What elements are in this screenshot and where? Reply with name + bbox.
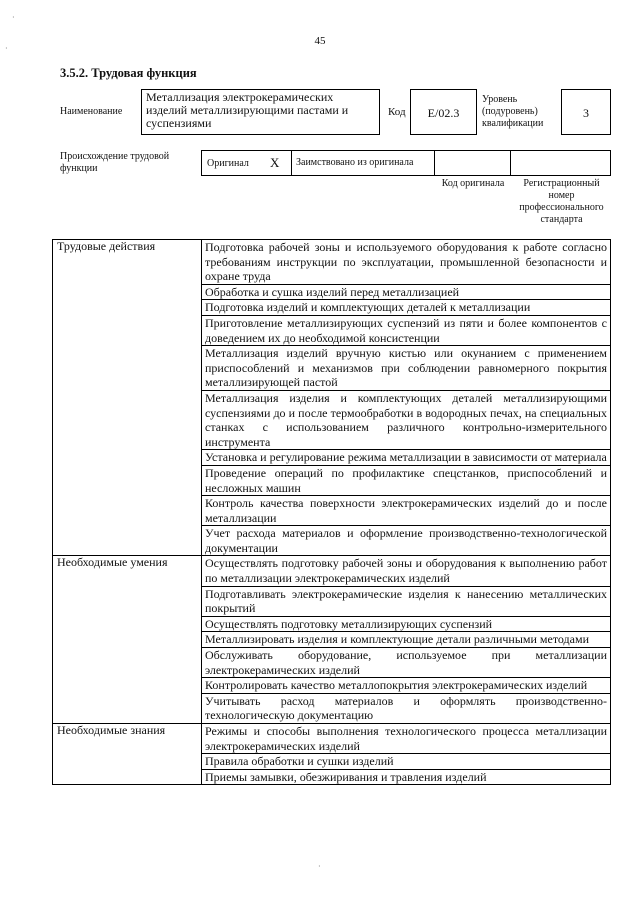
level-value: 3 [561,89,611,135]
registration-number-cell [511,151,610,175]
category-required-skills: Необходимые умения [53,556,202,724]
table-cell: Металлизация изделий вручную кистью или окунанием с применением приспособлений и механизмов при соблюдении равномерного покрытия металлизирующей пастой [202,346,611,391]
original-cell [202,151,292,175]
caption-original-code: Код оригинала [441,178,505,189]
table-row [53,240,611,285]
table-cell: Установка и регулирование режима металлизации в зависимости от материала [202,450,611,466]
scan-speck: · [318,862,321,871]
scan-speck: · [5,44,8,53]
table-cell: Осуществлять подготовку рабочей зоны и оборудования к выполнению работ по металлизации электрокерамических изделий [202,556,611,586]
table-cell: Подготовка рабочей зоны и используемого оборудования к работе согласно требованиям инструкции по эксплуатации, промышленной безопасности и охране труда [202,240,611,285]
table-row [53,556,611,586]
name-label: Наименование [60,106,123,117]
table-cell: Подготавливать электрокерамические изделия к нанесению металлических покрытий [202,586,611,616]
category-required-knowledge: Необходимые знания [53,724,202,785]
table-cell: Металлизировать изделия и комплектующие детали различными методами [202,632,611,648]
category-labor-actions: Трудовые действия [53,240,202,556]
table-row [53,724,611,754]
competency-table [52,239,611,785]
table-cell: Проведение операций по профилактике спецстанков, приспособлений и несложных машин [202,465,611,495]
table-cell: Осуществлять подготовку металлизирующих суспензий [202,616,611,632]
origin-label: Происхождение трудовой функции [60,151,170,174]
code-value: E/02.3 [410,89,477,135]
section-title: 3.5.2. Трудовая функция [60,66,197,80]
page-number: 45 [314,35,326,47]
table-cell: Обработка и сушка изделий перед металлизацией [202,284,611,300]
code-label: Код [388,106,406,118]
original-mark: X [270,155,280,170]
origin-row [201,150,611,176]
table-cell: Режимы и способы выполнения технологического процесса металлизации электрокерамических изделий [202,724,611,754]
original-label: Оригинал [207,158,249,169]
borrowed-label: Заимствовано из оригинала [292,151,435,175]
table-cell: Подготовка изделий и комплектующих деталей к металлизации [202,300,611,316]
table-cell: Приготовление металлизирующих суспензий из пяти и более компонентов с доведением их до необходимой консистенции [202,315,611,345]
original-code-cell [435,151,511,175]
table-cell: Контроль качества поверхности электрокерамических изделий до и после металлизации [202,496,611,526]
table-cell: Правила обработки и сушки изделий [202,754,611,770]
table-cell: Учитывать расход материалов и оформлять производственно-технологическую документацию [202,693,611,723]
scan-speck: · [12,13,15,22]
table-cell: Контролировать качество металлопокрытия электрокерамических изделий [202,678,611,694]
caption-registration-number: Регистрационный номер профессионального стандарта [519,178,604,225]
name-value: Металлизация электрокерамических изделий металлизирующими пастами и суспензиями [141,89,380,135]
table-cell: Учет расхода материалов и оформление производственно-технологической документации [202,526,611,556]
table-cell: Приемы замывки, обезжиривания и травления изделий [202,769,611,785]
level-label: Уровень (подуровень) квалификации [482,94,544,129]
table-cell: Обслуживать оборудование, используемое при металлизации электрокерамических изделий [202,648,611,678]
table-cell: Металлизация изделия и комплектующих деталей металлизирующими суспензиями до и после термообработки в водородных печах, на специальных станках с использованием различного контрольно-измерительного инструмента [202,390,611,449]
